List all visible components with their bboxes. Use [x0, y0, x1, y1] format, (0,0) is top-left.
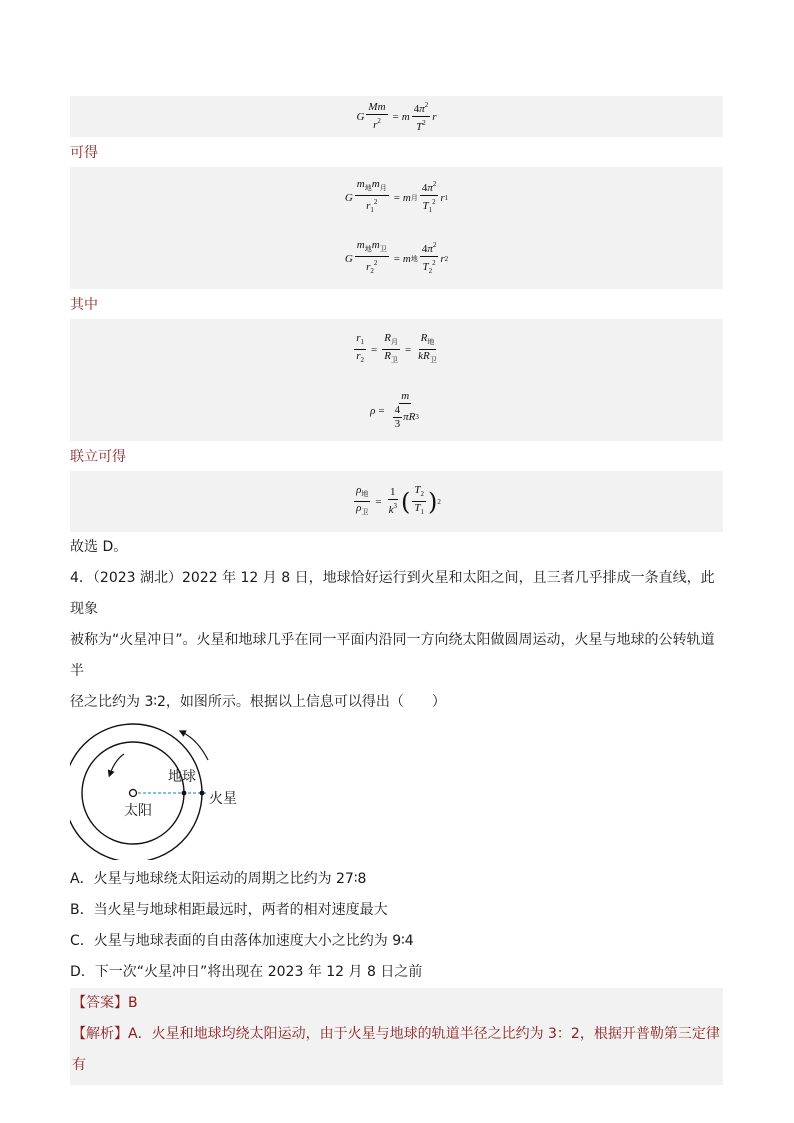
option-b: B．当火星与地球相距最远时，两者的相对速度最大 [70, 902, 388, 918]
question-line-3: 径之比约为 3∶2，如图所示。根据以上信息可以得出（ ） [70, 694, 446, 710]
equation-gravity-earth-moon: G $\frac{m_地m_月}{r_1^2}$ = m 月 $\frac{4\pi^2}{T_1^2}$ r 1 [344, 178, 449, 214]
option-a: A．火星与地球绕太阳运动的周期之比约为 27∶8 [70, 871, 367, 887]
analysis-line-2: 有 [72, 1057, 86, 1073]
option-d: D．下一次“火星冲日”将出现在 2023 年 12 月 8 日之前 [70, 964, 423, 980]
conclusion-text: 故选 D。 [70, 539, 128, 555]
equation-density: ρ = m $\frac{4}{3}$ π R 3 [370, 390, 419, 430]
label-kede: 可得 [70, 145, 98, 161]
analysis-block [70, 1019, 723, 1085]
question-line-1: 4．（2023 湖北）2022 年 12 月 8 日，地球恰好运行到火星和太阳之间，且三者几乎排成一条直线，此现象 [70, 570, 715, 617]
sun-marker [130, 790, 137, 797]
question-line-2: 被称为“火星冲日”。火星和地球几乎在同一平面内沿同一方向绕太阳做圆周运动，火星与地球的公转轨道半 [70, 632, 715, 679]
earth-direction-arrow [110, 754, 124, 774]
label-sun: 太阳 [124, 803, 152, 819]
equation-density-ratio: $\frac{\rho_地}{\rho_卫}$ = $\frac{1}{k^3}$ ( $\frac{T_2}{T_1}$ ) 2 [70, 471, 723, 532]
equation-gravity-general: G $\frac{Mm}{r^2}$ = m $\frac{4\pi^2}{T^2}$ r [70, 96, 723, 137]
label-mars: 火星 [209, 791, 237, 807]
earth-marker [182, 791, 187, 796]
equation-gravity-earth-satellite: G $\frac{m_地m_卫}{r_2^2}$ = m 地 $\frac{4\pi^2}{T_2^2}$ r 2 [344, 239, 449, 275]
label-earth: 地球 [168, 769, 196, 785]
label-qizhong: 其中 [70, 297, 98, 313]
equation-radius-ratio: $\frac{r_1}{r_2}$ = $\frac{R_月}{R_卫}$ = $\frac{R_地}{kR_卫}$ [356, 332, 437, 364]
options-list [70, 864, 723, 988]
question-4 [70, 563, 723, 718]
answer-text: 【答案】B [72, 995, 138, 1011]
orbit-diagram [70, 720, 250, 860]
document-page [70, 96, 723, 1085]
analysis-line-1: 【解析】A．火星和地球均绕太阳运动，由于火星与地球的轨道半径之比约为 3：2，根据开普勒第三定律 [72, 1026, 720, 1042]
mars-marker [200, 791, 205, 796]
option-c: C．火星与地球表面的自由落体加速度大小之比约为 9∶4 [70, 933, 414, 949]
mars-direction-arrow [182, 732, 208, 760]
label-lianli: 联立可得 [70, 449, 126, 465]
